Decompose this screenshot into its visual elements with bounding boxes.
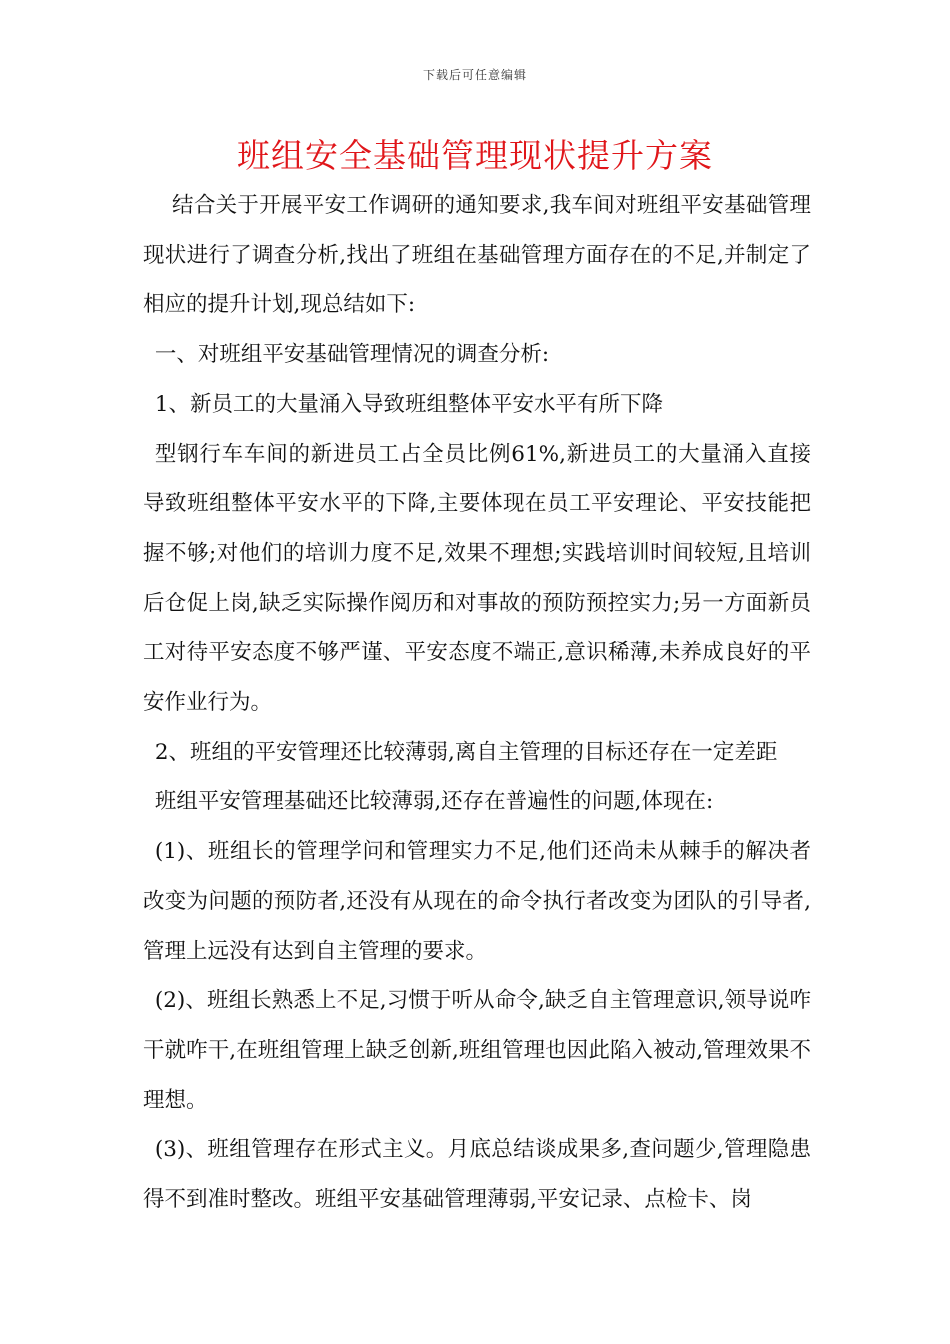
document-body	[143, 181, 811, 1225]
list-item-3: (3)、班组管理存在形式主义。月底总结谈成果多,查问题少,管理隐患得不到准时整改。班组平安基础管理薄弱,平安记录、点检卡、岗	[143, 1137, 811, 1213]
list-item-1: (1)、班组长的管理学问和管理实力不足,他们还尚未从棘手的解决者改变为问题的预防者,还没有从现在的命令执行者改变为团队的引导者,管理上远没有达到自主管理的要求。	[143, 839, 811, 964]
section-heading-1: 一、对班组平安基础管理情况的调查分析:	[154, 342, 550, 368]
document-title: 班组安全基础管理现状提升方案	[237, 136, 713, 175]
paragraph-team-management: 班组平安管理基础还比较薄弱,还存在普遍性的问题,体现在:	[154, 789, 714, 815]
paragraph-intro: 结合关于开展平安工作调研的通知要求,我车间对班组平安基础管理现状进行了调查分析,找出了班组在基础管理方面存在的不足,并制定了相应的提升计划,现总结如下:	[143, 193, 811, 318]
header-note: 下载后可任意编辑	[422, 68, 527, 82]
subheading-1: 1、新员工的大量涌入导致班组整体平安水平有所下降	[154, 391, 663, 417]
list-item-2: (2)、班组长熟悉上不足,习惯于听从命令,缺乏自主管理意识,领导说咋干就咋干,在班组管理上缺乏创新,班组管理也因此陷入被动,管理效果不理想。	[143, 988, 811, 1113]
subheading-2: 2、班组的平安管理还比较薄弱,离自主管理的目标还存在一定差距	[154, 739, 778, 765]
paragraph-new-staff: 型钢行车车间的新进员工占全员比例61%,新进员工的大量涌入直接导致班组整体平安水平的下降,主要体现在员工平安理论、平安技能把握不够;对他们的培训力度不足,效果不理想;实践培训时间较短,且培训后仓促上岗,缺乏实际操作阅历和对事故的预防预控实力;另一方面新员工对待平安态度不够严谨、平安态度不端正,意识稀薄,未养成良好的平安作业行为。	[143, 441, 811, 716]
